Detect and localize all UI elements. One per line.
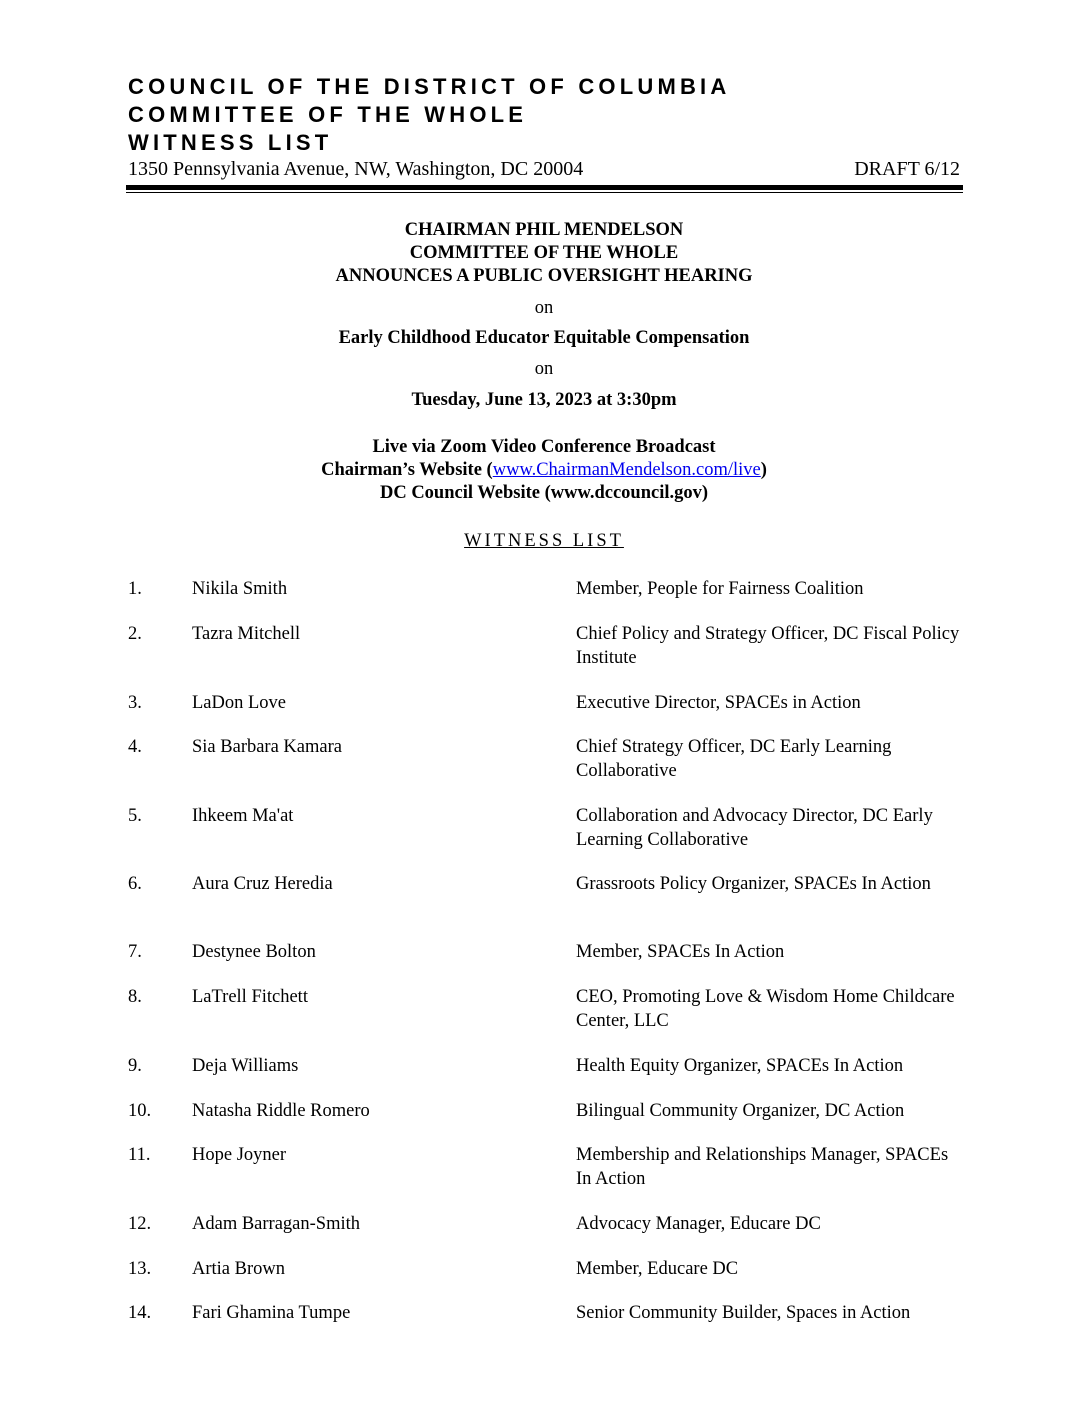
announces-line: ANNOUNCES A PUBLIC OVERSIGHT HEARING xyxy=(335,266,753,286)
address-line: 1350 Pennsylvania Avenue, NW, Washington, DC 20004 xyxy=(128,158,584,180)
witness-number: 5. xyxy=(128,806,142,826)
witness-name: Sia Barbara Kamara xyxy=(192,737,342,757)
broadcast-line: Live via Zoom Video Conference Broadcast xyxy=(372,437,716,457)
witness-affiliation: Chief Policy and Strategy Officer, DC Fiscal Policy Institute xyxy=(576,624,960,668)
header-divider-thin xyxy=(126,192,963,193)
on-connector-1: on xyxy=(534,298,554,318)
witness-affiliation: Grassroots Policy Organizer, SPACEs In Action xyxy=(576,874,931,894)
witness-name: Artia Brown xyxy=(192,1259,285,1279)
witness-number: 10. xyxy=(128,1101,152,1121)
witness-number: 2. xyxy=(128,624,142,644)
witness-number: 3. xyxy=(128,693,142,713)
witness-number: 14. xyxy=(128,1303,152,1323)
hearing-date: Tuesday, June 13, 2023 at 3:30pm xyxy=(411,390,677,410)
witness-affiliation: CEO, Promoting Love & Wisdom Home Childcare Center, LLC xyxy=(576,987,955,1031)
witness-affiliation: Chief Strategy Officer, DC Early Learning Collaborative xyxy=(576,737,892,781)
witness-name: Ihkeem Ma'at xyxy=(192,806,294,826)
witness-affiliation: Member, Educare DC xyxy=(576,1259,739,1279)
committee-title: COMMITTEE OF THE WHOLE xyxy=(128,102,528,127)
chairman-line: CHAIRMAN PHIL MENDELSON xyxy=(404,220,684,240)
witness-affiliation: Executive Director, SPACEs in Action xyxy=(576,693,861,713)
witness-list-heading-text: WITNESS LIST xyxy=(464,531,624,551)
witness-number: 9. xyxy=(128,1056,142,1076)
witness-affiliation: Membership and Relationships Manager, SPACEs In Action xyxy=(576,1145,949,1189)
witness-affiliation: Member, SPACEs In Action xyxy=(576,942,785,962)
council-title: COUNCIL OF THE DISTRICT OF COLUMBIA xyxy=(128,74,731,99)
committee-line: COMMITTEE OF THE WHOLE xyxy=(409,243,679,263)
witness-affiliation: Collaboration and Advocacy Director, DC Early Learning Collaborative xyxy=(576,806,933,850)
witness-name: LaDon Love xyxy=(192,693,287,713)
witness-name: Nikila Smith xyxy=(192,579,288,599)
header-divider-thick xyxy=(126,185,963,190)
hearing-topic: Early Childhood Educator Equitable Compensation xyxy=(338,328,750,348)
witness-name: Tazra Mitchell xyxy=(192,624,301,644)
witness-number: 13. xyxy=(128,1259,152,1279)
witness-name: Deja Williams xyxy=(192,1056,299,1076)
witness-name: Destynee Bolton xyxy=(192,942,316,962)
witness-affiliation: Bilingual Community Organizer, DC Action xyxy=(576,1101,905,1121)
witness-affiliation: Advocacy Manager, Educare DC xyxy=(576,1214,821,1234)
council-website-line: DC Council Website (www.dccouncil.gov) xyxy=(379,483,709,503)
on-connector-2: on xyxy=(534,359,554,379)
witness-number: 11. xyxy=(128,1145,151,1165)
draft-label: DRAFT 6/12 xyxy=(854,158,960,180)
witness-name: Natasha Riddle Romero xyxy=(192,1101,370,1121)
witness-affiliation: Health Equity Organizer, SPACEs In Action xyxy=(576,1056,904,1076)
witness-number: 6. xyxy=(128,874,142,894)
witness-number: 8. xyxy=(128,987,142,1007)
witness-number: 12. xyxy=(128,1214,152,1234)
witness-name: LaTrell Fitchett xyxy=(192,987,308,1007)
witness-list-heading xyxy=(0,530,1088,553)
witness-name: Hope Joyner xyxy=(192,1145,287,1165)
chairman-website-link[interactable]: www.ChairmanMendelson.com/live xyxy=(492,460,761,480)
document-type-title: WITNESS LIST xyxy=(128,130,333,155)
witness-number: 1. xyxy=(128,579,142,599)
chairman-website-line xyxy=(0,459,1088,482)
chairman-website-suffix: ) xyxy=(760,460,767,480)
witness-name: Adam Barragan-Smith xyxy=(192,1214,360,1234)
witness-name: Aura Cruz Heredia xyxy=(192,874,333,894)
witness-number: 7. xyxy=(128,942,142,962)
witness-affiliation: Member, People for Fairness Coalition xyxy=(576,579,864,599)
chairman-website-prefix: Chairman’s Website ( xyxy=(321,460,493,480)
witness-number: 4. xyxy=(128,737,142,757)
witness-affiliation: Senior Community Builder, Spaces in Action xyxy=(576,1303,911,1323)
witness-name: Fari Ghamina Tumpe xyxy=(192,1303,351,1323)
